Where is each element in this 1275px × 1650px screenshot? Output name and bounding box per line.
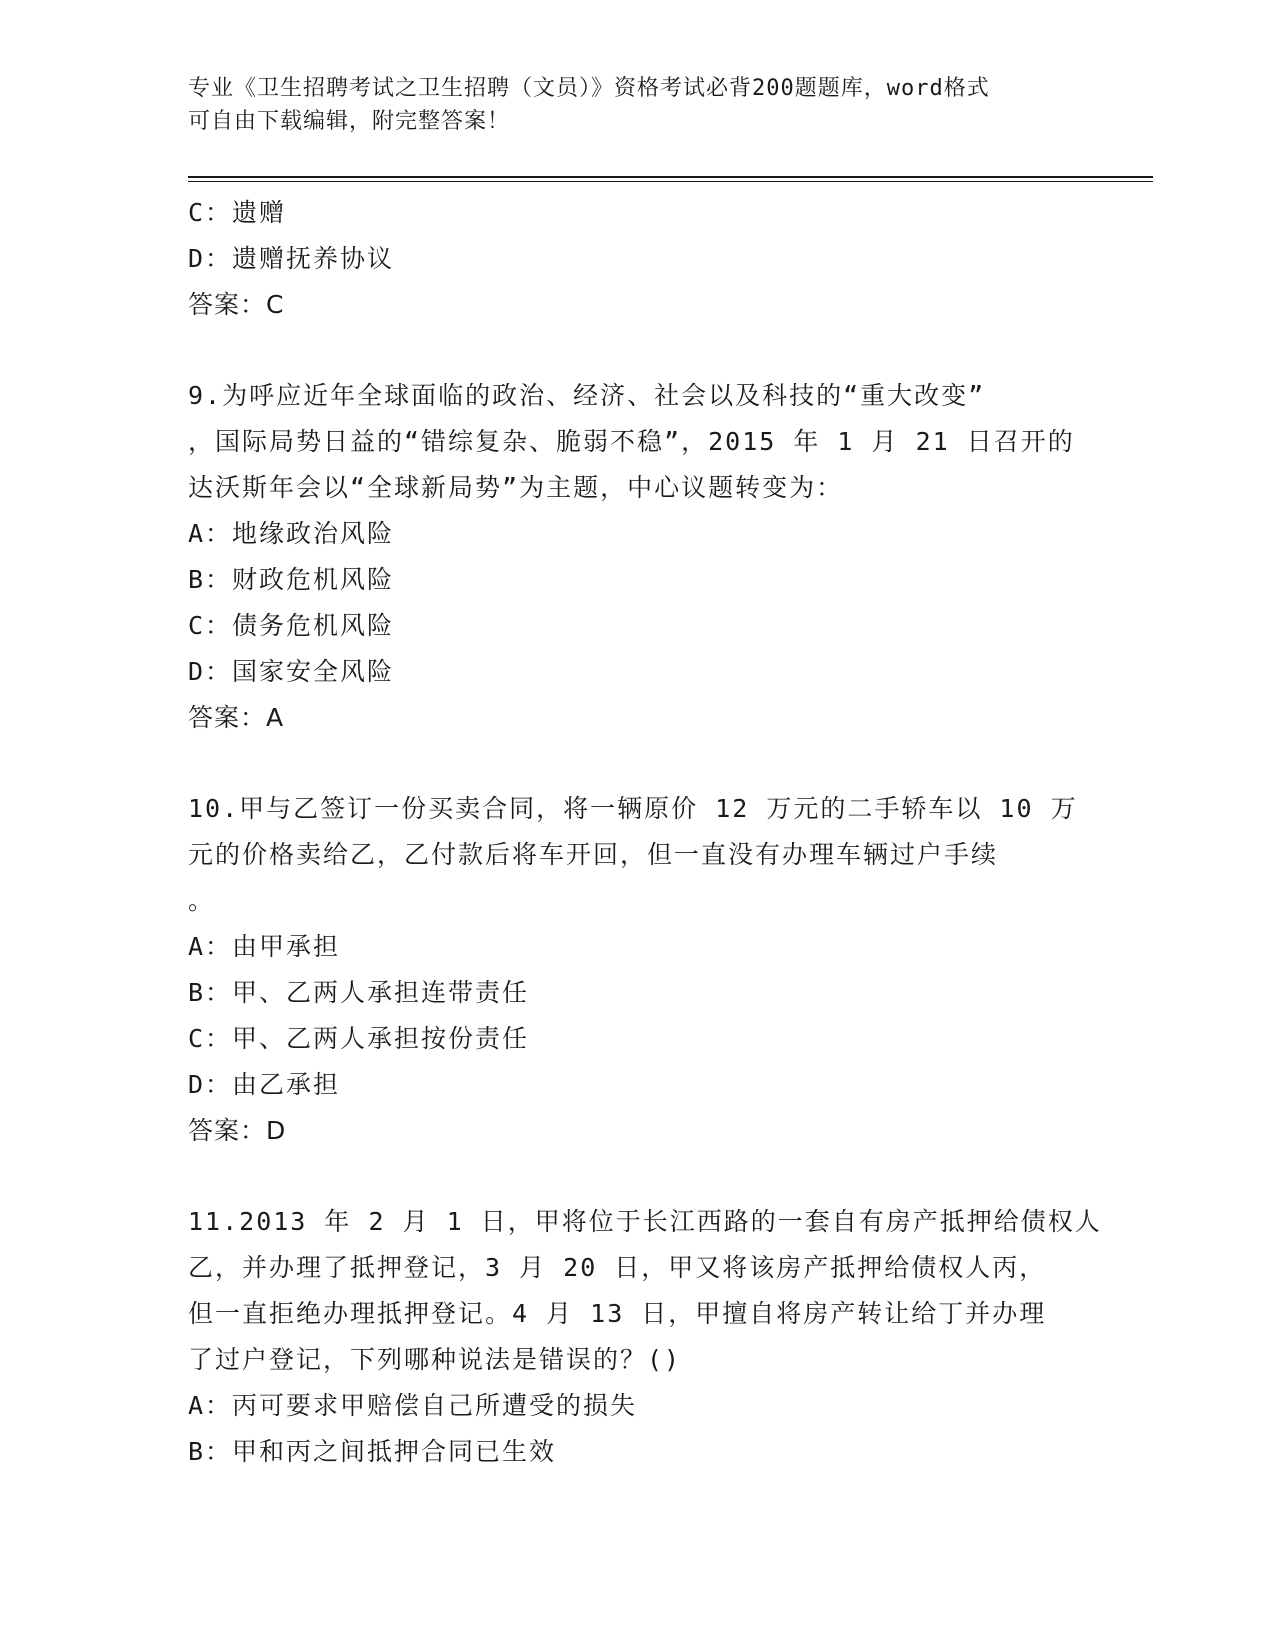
question-text-line: 元的价格卖给乙，乙付款后将车开回，但一直没有办理车辆过户手续 <box>188 840 999 869</box>
option-c: C：债务危机风险 <box>188 611 395 640</box>
question-text-line: 10.甲与乙签订一份买卖合同，将一辆原价 12 万元的二手轿车以 10 万 <box>188 794 1078 823</box>
header-title-line-1: 专业《卫生招聘考试之卫生招聘（文员）》资格考试必背200题题库，word格式 <box>188 76 990 101</box>
question-text-line: 达沃斯年会以“全球新局势”为主题，中心议题转变为： <box>188 473 844 502</box>
option-d: D：由乙承担 <box>188 1070 341 1099</box>
option-d: D：国家安全风险 <box>188 657 395 686</box>
header-divider <box>188 176 1153 182</box>
page-header <box>188 72 1088 138</box>
option-c: C：甲、乙两人承担按份责任 <box>188 1024 530 1053</box>
header-title-line-2: 可自由下载编辑，附完整答案！ <box>188 109 511 134</box>
question-8-continued <box>188 190 1088 328</box>
question-9 <box>188 373 1088 741</box>
option-b: B：财政危机风险 <box>188 565 395 594</box>
question-text-line: 乙，并办理了抵押登记，3 月 20 日，甲又将该房产抵押给债权人丙， <box>188 1253 1047 1282</box>
question-text-line: 11.2013 年 2 月 1 日，甲将位于长江西路的一套自有房产抵押给债权人 <box>188 1207 1102 1236</box>
option-b: B：甲和丙之间抵押合同已生效 <box>188 1437 557 1466</box>
option-a: A：丙可要求甲赔偿自己所遭受的损失 <box>188 1391 638 1420</box>
answer: 答案：C <box>188 290 285 319</box>
answer: 答案：A <box>188 703 285 732</box>
option-a: A：地缘政治风险 <box>188 519 395 548</box>
question-10 <box>188 786 1088 1154</box>
question-11 <box>188 1199 1102 1475</box>
option-c: C：遗赠 <box>188 198 287 227</box>
question-text-line: 9.为呼应近年全球面临的政治、经济、社会以及科技的“重大改变” <box>188 381 986 410</box>
question-text-line: 了过户登记，下列哪种说法是错误的？() <box>188 1345 682 1374</box>
spacer <box>188 328 1088 373</box>
document-body <box>188 190 1102 1475</box>
spacer <box>188 741 1088 786</box>
answer: 答案：D <box>188 1116 287 1145</box>
option-d: D：遗赠抚养协议 <box>188 244 395 273</box>
question-text-line: 。 <box>188 886 216 915</box>
option-a: A：由甲承担 <box>188 932 341 961</box>
option-b: B：甲、乙两人承担连带责任 <box>188 978 530 1007</box>
spacer <box>188 1154 1088 1199</box>
question-text-line: ，国际局势日益的“错综复杂、脆弱不稳”，2015 年 1 月 21 日召开的 <box>188 427 1075 456</box>
question-text-line: 但一直拒绝办理抵押登记。4 月 13 日，甲擅自将房产转让给丁并办理 <box>188 1299 1047 1328</box>
